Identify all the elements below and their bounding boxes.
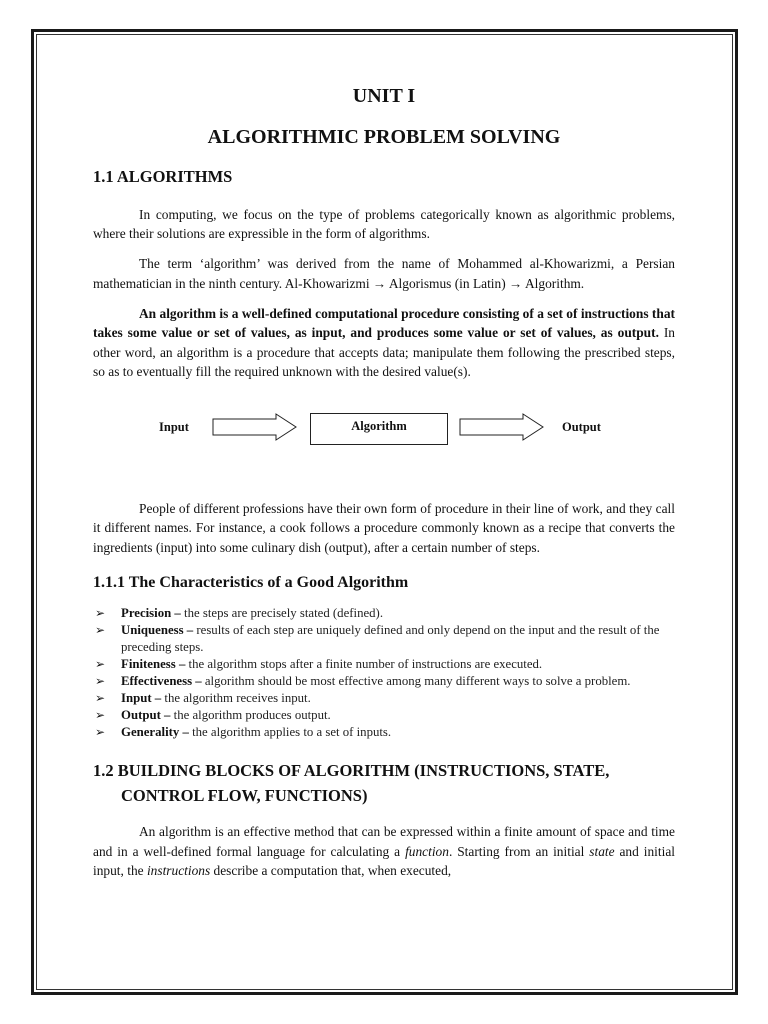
diagram-algorithm-box: Algorithm [310,413,448,445]
list-item: ➢ Input – the algorithm receives input. [95,691,311,706]
arrow-bullet-icon: ➢ [95,725,106,740]
arrow-bullet-icon: ➢ [95,606,106,621]
definition-bold: An algorithm is a well-defined computational procedure consisting of a set of instructions that takes some value or set of values, as input, and produces some value or set of values, as output. [93,305,675,341]
paragraph-intro: In computing, we focus on the type of problems categorically known as algorithmic problems, where their solutions are expressible in the form of algorithms. [93,206,675,242]
section-heading-1-1: 1.1 ALGORITHMS [93,167,233,186]
unit-heading: UNIT I [352,85,416,107]
arrow-right-icon [212,413,298,441]
document-content [93,86,675,880]
input-algorithm-output-diagram [93,413,675,483]
paragraph-professions: People of different professions have their own form of procedure in their line of work, and they call it different names. For instance, a cook follows a procedure commonly known as a recipe that converts the ingredients (input) into some culinary dish (output), after a certain number of steps. [93,501,675,555]
page-title: ALGORITHMIC PROBLEM SOLVING [207,126,561,148]
arrow-bullet-icon: ➢ [95,657,106,672]
paragraph-definition [93,304,675,381]
paragraph-etymology: The term ‘algorithm’ was derived from the name of Mohammed al-Khowarizmi, a Persian mathematician in the ninth century. Al-Khowarizmi → Algorismus (in Latin) → Algorithm. [93,256,675,291]
section-heading-1-1-1: 1.1.1 The Characteristics of a Good Algorithm [93,574,409,592]
list-item: ➢ Precision – the steps are precisely stated (defined). [95,606,384,621]
definition-rest: In other word, an algorithm is a procedure that accepts data; manipulate them following the prescribed steps, so as to eventually fill the required unknown with the desired value(s). [93,325,675,379]
list-item: ➢ Finiteness – the algorithm stops after a finite number of instructions are executed. [95,657,543,672]
list-item: ➢ Output – the algorithm produces output. [95,708,331,723]
arrow-right-icon [459,413,545,441]
arrow-bullet-icon: ➢ [95,674,106,689]
arrow-bullet-icon: ➢ [95,708,106,723]
diagram-output-label: Output [562,420,601,435]
arrow-bullet-icon: ➢ [95,623,106,638]
section-heading-1-2: 1.2 BUILDING BLOCKS OF ALGORITHM (INSTRUCTIONS, STATE, CONTROL FLOW, FUNCTIONS) [93,761,610,806]
list-item: ➢ Generality – the algorithm applies to a set of inputs. [95,725,392,740]
list-item: ➢ Uniqueness – results of each step are uniquely defined and only depend on the input and the result of the preceding steps. [95,623,660,655]
paragraph-building-blocks: An algorithm is an effective method that can be expressed within a finite amount of space and time and in a well-defined formal language for calculating a function. Starting from an initial state and initial input, the instructions describe a computation that, when executed, [93,824,675,878]
diagram-input-label: Input [159,420,189,435]
list-item: ➢ Effectiveness – algorithm should be most effective among many different ways to solve a problem. [95,674,631,689]
characteristics-list [93,605,675,741]
arrow-bullet-icon: ➢ [95,691,106,706]
